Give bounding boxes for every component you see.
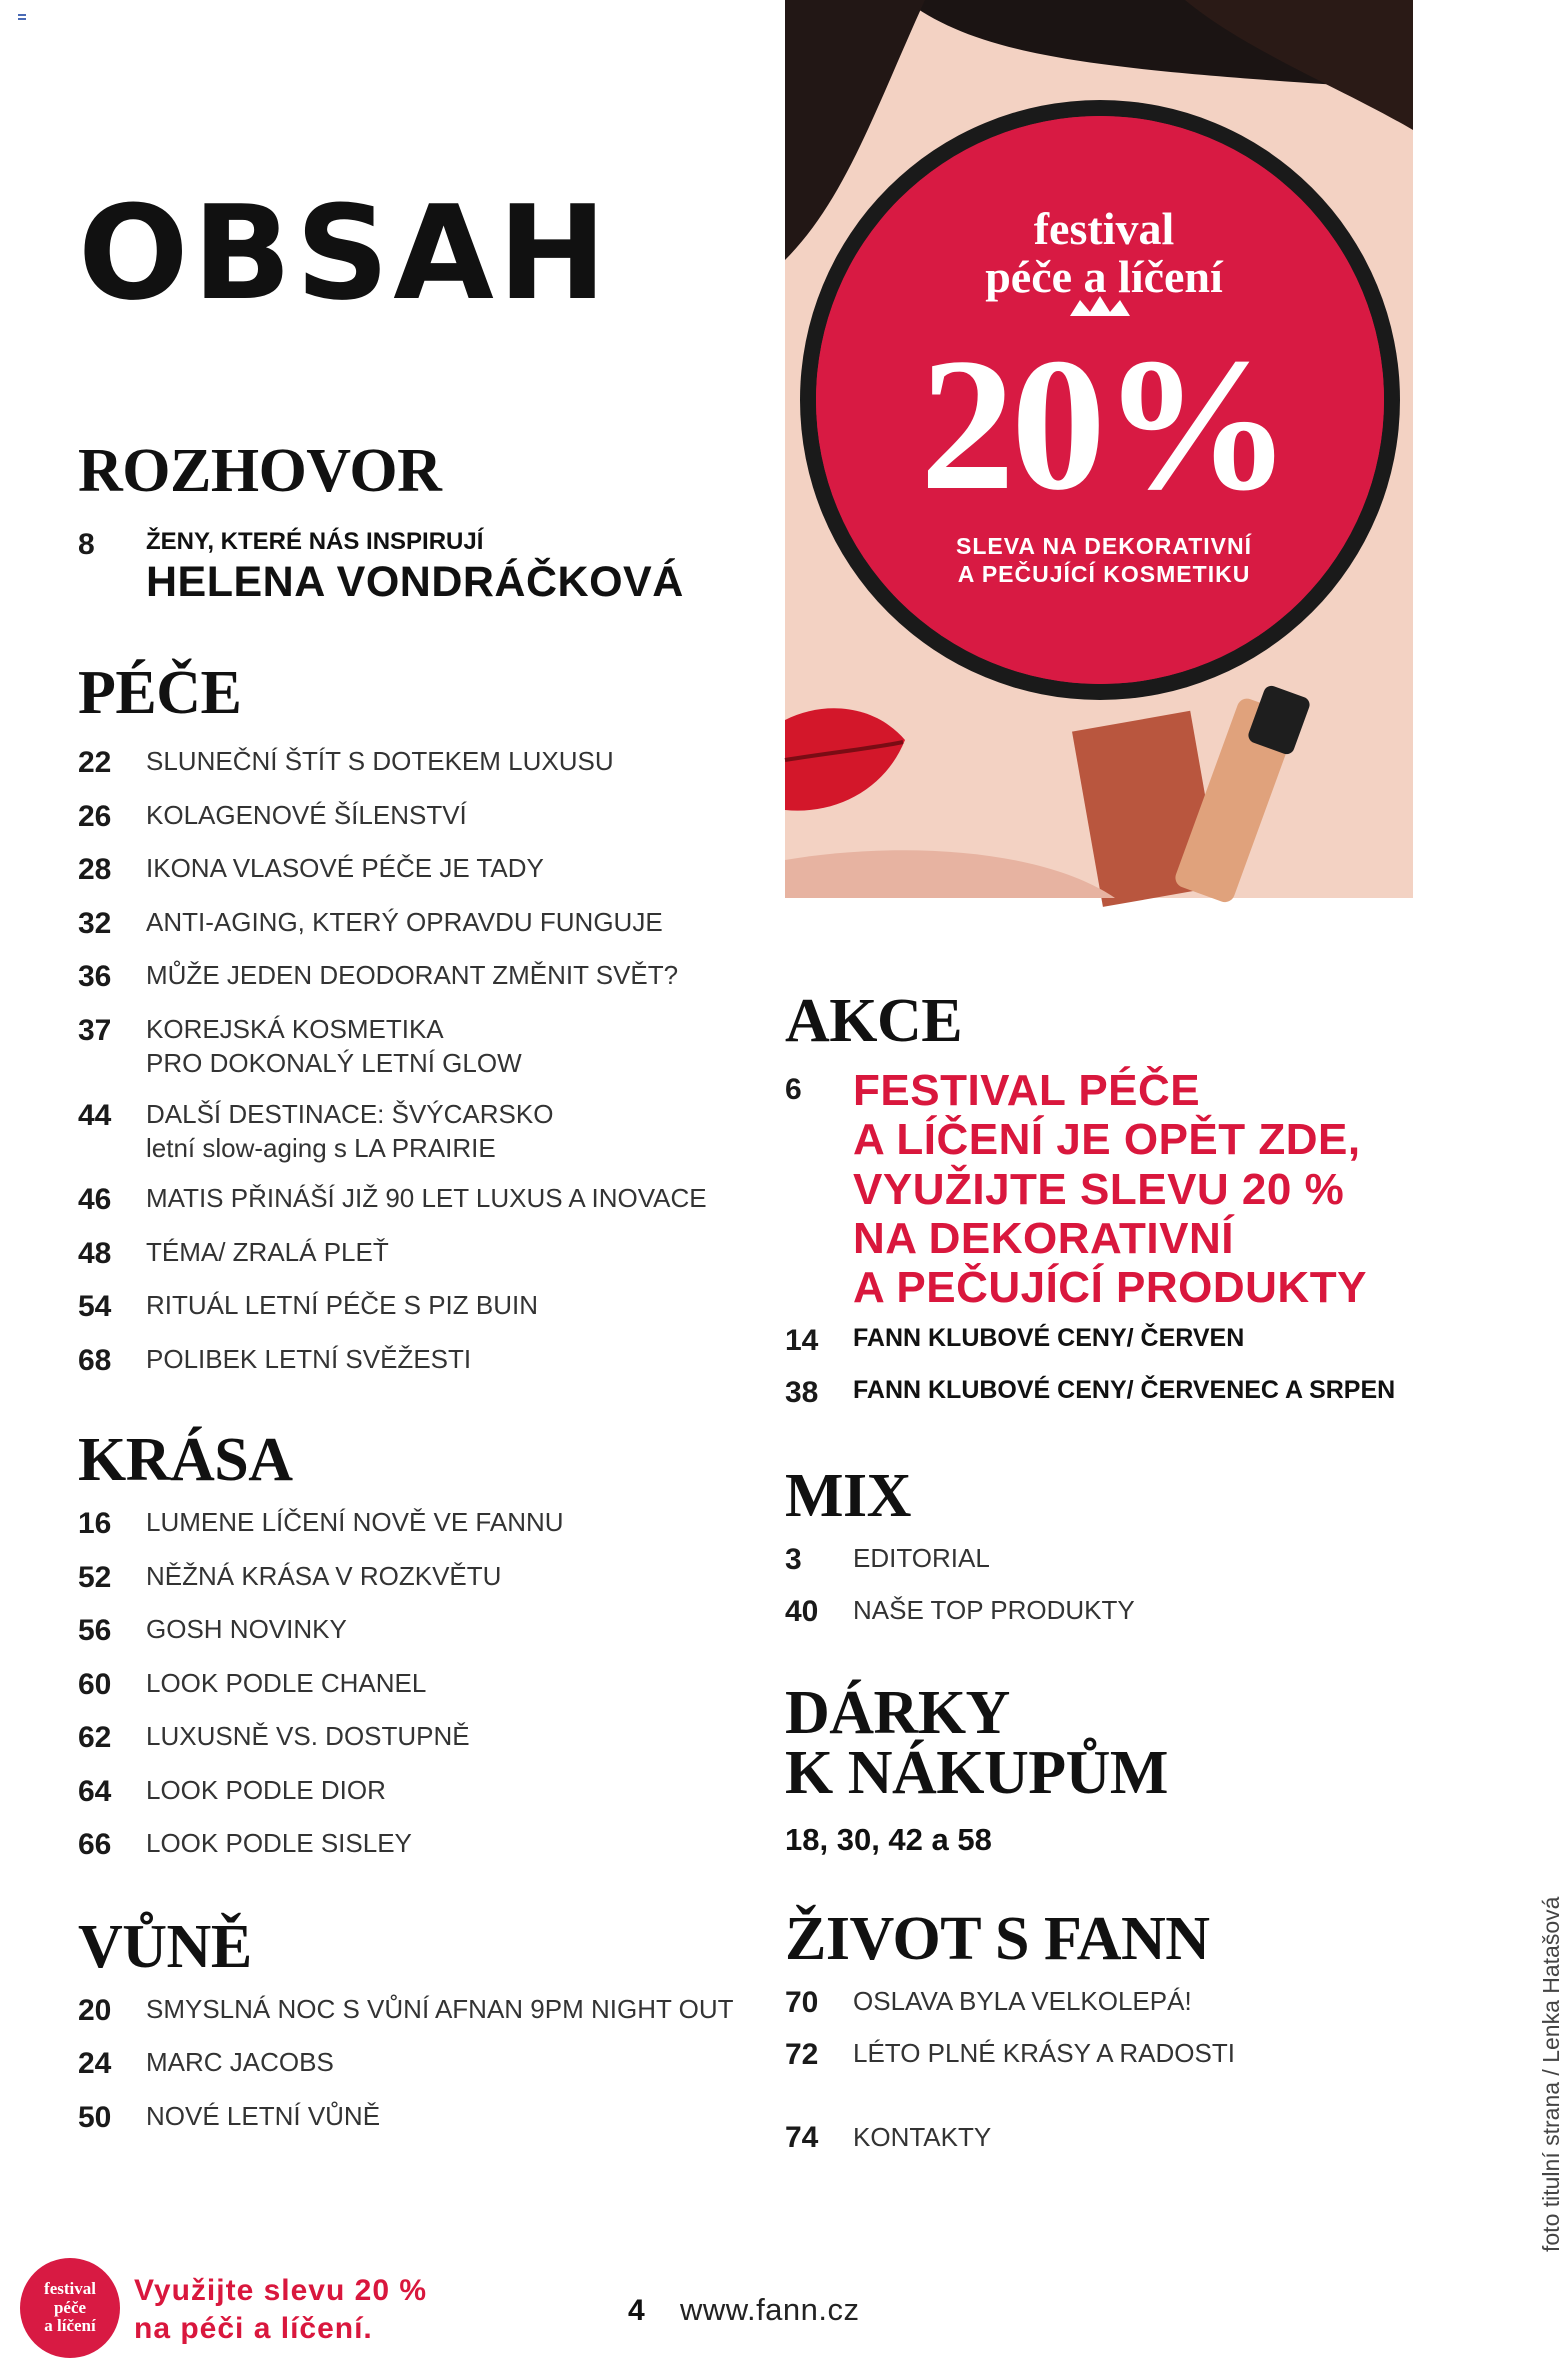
page-number: 36 [78, 960, 112, 994]
menu-icon [18, 14, 26, 20]
toc-entry[interactable] [785, 1322, 1425, 1360]
featured-headline-line: A PEČUJÍCÍ PRODUKTY [853, 1263, 1367, 1313]
toc-entry[interactable] [78, 1235, 758, 1273]
toc-entry[interactable] [78, 744, 758, 782]
section-darky [785, 1679, 1425, 1858]
page-number: 60 [78, 1667, 112, 1701]
entry-title [146, 851, 544, 885]
entry-title-line: MŮŽE JEDEN DEODORANT ZMĚNIT SVĚT? [146, 960, 679, 991]
entry-title [146, 798, 467, 832]
section-title-line-1: DÁRKY [785, 1679, 1010, 1748]
entry-headline: HELENA VONDRÁČKOVÁ [146, 557, 684, 606]
toc-entry-featured[interactable] [785, 1066, 1425, 1312]
page-number: 52 [78, 1560, 112, 1594]
page-number: 26 [78, 799, 112, 833]
featured-headline-line: VYUŽIJTE SLEVU 20 % [853, 1164, 1345, 1214]
entry-title-line: FANN KLUBOVÉ CENY/ ČERVENEC A SRPEN [853, 1375, 1396, 1404]
section-vune [78, 1912, 758, 2137]
toc-entry[interactable] [78, 1181, 758, 1219]
section-title: MIX [785, 1462, 911, 1531]
toc-entry[interactable] [785, 1374, 1425, 1412]
entry-text [146, 528, 684, 608]
entry-title-line: KOREJSKÁ KOSMETIKA [146, 1013, 444, 1044]
entry-title [146, 1342, 471, 1376]
entry-title [146, 1097, 553, 1166]
entry-title [146, 958, 678, 992]
entry-title-line: NOVÉ LETNÍ VŮNĚ [146, 2100, 381, 2131]
entry-title [146, 1288, 538, 1322]
entry-title-line: DALŠÍ DESTINACE: ŠVÝCARSKO [146, 1098, 554, 1129]
page-number: 68 [78, 1343, 112, 1377]
page-number: 56 [78, 1614, 112, 1648]
page-number: 50 [78, 2100, 112, 2134]
section-title: VŮNĚ [78, 1912, 252, 1981]
page-number: 72 [785, 2037, 819, 2071]
toc-entry-contacts[interactable] [785, 2119, 1425, 2157]
toc-entry[interactable] [785, 1984, 1425, 2022]
footer-badge-line-1: festival [44, 2279, 96, 2298]
page-number: 40 [785, 1594, 819, 1628]
entry-title [853, 1322, 1244, 1355]
toc-entry[interactable] [785, 2036, 1425, 2074]
page-number: 20 [78, 1993, 112, 2027]
entry-title-line: FANN KLUBOVÉ CENY/ ČERVEN [853, 1324, 1245, 1353]
toc-list [78, 1992, 758, 2137]
page-number: 64 [78, 1774, 112, 1808]
footer-promo-line-2: na péči a líčení. [134, 2311, 373, 2345]
entry-title [146, 1992, 734, 2026]
entry-title [146, 1505, 564, 1539]
toc-entry[interactable] [78, 1505, 758, 1543]
toc-entry[interactable] [78, 1288, 758, 1326]
entry-title-line: LÉTO PLNÉ KRÁSY A RADOSTI [853, 2037, 1235, 2068]
cover-illustration [785, 0, 1413, 898]
entry-title [853, 1593, 1135, 1627]
page-number: 8 [78, 528, 95, 561]
toc-entry[interactable] [785, 1541, 1425, 1579]
page-number: 3 [785, 1543, 802, 1577]
entry-title: KONTAKTY [853, 2122, 992, 2153]
entry-title-line: IKONA VLASOVÉ PÉČE JE TADY [146, 853, 544, 884]
page-number: 46 [78, 1183, 112, 1217]
footer-badge-line-2: péče [53, 2297, 87, 2317]
featured-headline [853, 1066, 1367, 1312]
page-number: 14 [785, 1324, 819, 1358]
entry-title [146, 1181, 707, 1215]
page-number: 6 [785, 1073, 802, 1106]
entry-title-line: ANTI-AGING, KTERÝ OPRAVDU FUNGUJE [146, 906, 663, 937]
page-number: 54 [78, 1290, 112, 1324]
photo-credit: foto titulní strana / Lenka Hatašová [1538, 1896, 1564, 2252]
entry-title-line: MATIS PŘINÁŠÍ JIŽ 90 LET LUXUS A INOVACE [146, 1183, 707, 1214]
footer-badge-line-3: a líčení [44, 2316, 96, 2336]
hero-subline-2: A PEČUJÍCÍ KOSMETIKU [957, 561, 1251, 588]
toc-entry[interactable] [78, 958, 758, 996]
page-number: 66 [78, 1828, 112, 1862]
featured-headline-line: A LÍČENÍ JE OPĚT ZDE, [853, 1115, 1361, 1165]
entry-title [146, 1612, 347, 1646]
entry-title-line: GOSH NOVINKY [146, 1614, 347, 1645]
section-pece [78, 659, 758, 1379]
page-number: 38 [785, 1375, 819, 1409]
entry-title [146, 1012, 522, 1081]
toc-entry[interactable] [78, 2099, 758, 2137]
featured-headline-line: FESTIVAL PÉČE [853, 1066, 1201, 1115]
toc-list [785, 1984, 1425, 2073]
toc-entry[interactable] [785, 1593, 1425, 1631]
entry-title-line: POLIBEK LETNÍ SVĚŽESTI [146, 1343, 472, 1374]
entry-title-line: SMYSLNÁ NOC S VŮNÍ AFNAN 9PM NIGHT OUT [146, 1993, 734, 2024]
page-number: 48 [78, 1236, 112, 1270]
section-mix [785, 1462, 1425, 1630]
toc-list [785, 1541, 1425, 1630]
section-krasa [78, 1426, 758, 1864]
page-number: 62 [78, 1721, 112, 1755]
toc-entry[interactable] [78, 1992, 758, 2030]
entry-title-line: LUMENE LÍČENÍ NOVĚ VE FANNU [146, 1507, 564, 1538]
toc-entry[interactable] [78, 1097, 758, 1166]
footer-promo [134, 2272, 427, 2347]
page-number: 24 [78, 2047, 112, 2081]
toc-entry[interactable] [78, 1826, 758, 1864]
section-title: KRÁSA [78, 1426, 293, 1495]
gift-pages[interactable]: 18, 30, 42 a 58 [785, 1822, 992, 1858]
section-title: ROZHOVOR [78, 437, 442, 505]
entry-title-line: letní slow-aging s LA PRAIRIE [146, 1132, 496, 1163]
section-akce [785, 987, 1425, 1411]
entry-title-line: PRO DOKONALÝ LETNÍ GLOW [146, 1048, 522, 1079]
entry-title-line: LOOK PODLE CHANEL [146, 1667, 427, 1698]
toc-entry[interactable] [78, 1773, 758, 1811]
page-number: 22 [78, 746, 112, 780]
section-title-line-2: K NÁKUPŮM [785, 1739, 1168, 1808]
entry-title-line: OSLAVA BYLA VELKOLEPÁ! [853, 1986, 1192, 2017]
entry-title [853, 1374, 1395, 1407]
section-rozhovor [78, 437, 758, 608]
toc-entry[interactable] [78, 1666, 758, 1704]
entry-title-line: LOOK PODLE SISLEY [146, 1828, 412, 1859]
entry-kicker: ŽENY, KTERÉ NÁS INSPIRUJÍ [146, 528, 484, 555]
entry-title-line: NĚŽNÁ KRÁSA V ROZKVĚTU [146, 1560, 502, 1591]
page-number: 37 [78, 1013, 112, 1047]
footer-badge [20, 2258, 120, 2358]
entry-title [146, 905, 663, 939]
page-number: 44 [78, 1098, 112, 1132]
hero-percent: 20% [920, 319, 1288, 530]
entry-title-line: TÉMA/ ZRALÁ PLEŤ [146, 1236, 389, 1267]
section-title: PÉČE [78, 659, 242, 728]
entry-title-line: SLUNEČNÍ ŠTÍT S DOTEKEM LUXUSU [146, 746, 614, 777]
section-zivot [785, 1905, 1425, 2073]
toc-entry[interactable] [78, 1612, 758, 1650]
entry-title [853, 2036, 1235, 2070]
page-number: 32 [78, 906, 112, 940]
toc-entry[interactable] [78, 851, 758, 889]
toc-entry[interactable] [78, 1342, 758, 1380]
entry-title-line: EDITORIAL [853, 1543, 990, 1574]
entry-title [146, 1559, 501, 1593]
section-title: ŽIVOT S FANN [785, 1905, 1210, 1974]
toc-entry[interactable] [78, 1559, 758, 1597]
page-number: 28 [78, 853, 112, 887]
toc-list [78, 1505, 758, 1864]
entry-title [146, 2099, 380, 2133]
page-number: 16 [78, 1507, 112, 1541]
page-number: 74 [785, 2121, 819, 2155]
entry-title-line: NAŠE TOP PRODUKTY [853, 1594, 1135, 1625]
entry-title [146, 1235, 389, 1269]
footer-promo-line-1: Využijte slevu 20 % [134, 2274, 428, 2307]
toc-entry[interactable] [78, 905, 758, 943]
page-number: 70 [785, 1986, 819, 2020]
right-column [785, 987, 1425, 2157]
entry-title [853, 1541, 990, 1575]
entry-title [146, 1826, 412, 1860]
entry-title-line: LUXUSNĚ VS. DOSTUPNĚ [146, 1721, 470, 1752]
toc-list [78, 744, 758, 1379]
left-column [78, 437, 758, 2152]
toc-list [785, 1322, 1425, 1411]
featured-headline-line: NA DEKORATIVNÍ [853, 1213, 1234, 1263]
entry-title [146, 1773, 386, 1807]
entry-title-line: LOOK PODLE DIOR [146, 1774, 386, 1805]
entry-title [146, 744, 614, 778]
page-title: OBSAH [78, 177, 611, 329]
hero-festival-sublabel: péče a líčení [985, 251, 1223, 303]
hero-subline-1: SLEVA NA DEKORATIVNÍ [955, 532, 1252, 559]
toc-entry[interactable] [78, 1719, 758, 1757]
hero-badge [785, 205, 1413, 589]
hero-festival-label: festival [1033, 203, 1175, 254]
footer-website-link[interactable]: www.fann.cz [680, 2292, 860, 2327]
entry-title-line: RITUÁL LETNÍ PÉČE S PIZ BUIN [146, 1290, 539, 1321]
entry-title [146, 1719, 470, 1753]
footer-page-number: 4 [628, 2294, 645, 2327]
entry-title [146, 2045, 334, 2079]
toc-entry[interactable] [78, 2045, 758, 2083]
entry-title-line: MARC JACOBS [146, 2047, 334, 2078]
entry-title [146, 1666, 426, 1700]
toc-entry[interactable] [78, 528, 758, 608]
toc-entry[interactable] [78, 1012, 758, 1081]
entry-title-line: KOLAGENOVÉ ŠÍLENSTVÍ [146, 799, 467, 830]
entry-title [853, 1984, 1192, 2018]
toc-entry[interactable] [78, 798, 758, 836]
section-title: AKCE [785, 987, 963, 1055]
